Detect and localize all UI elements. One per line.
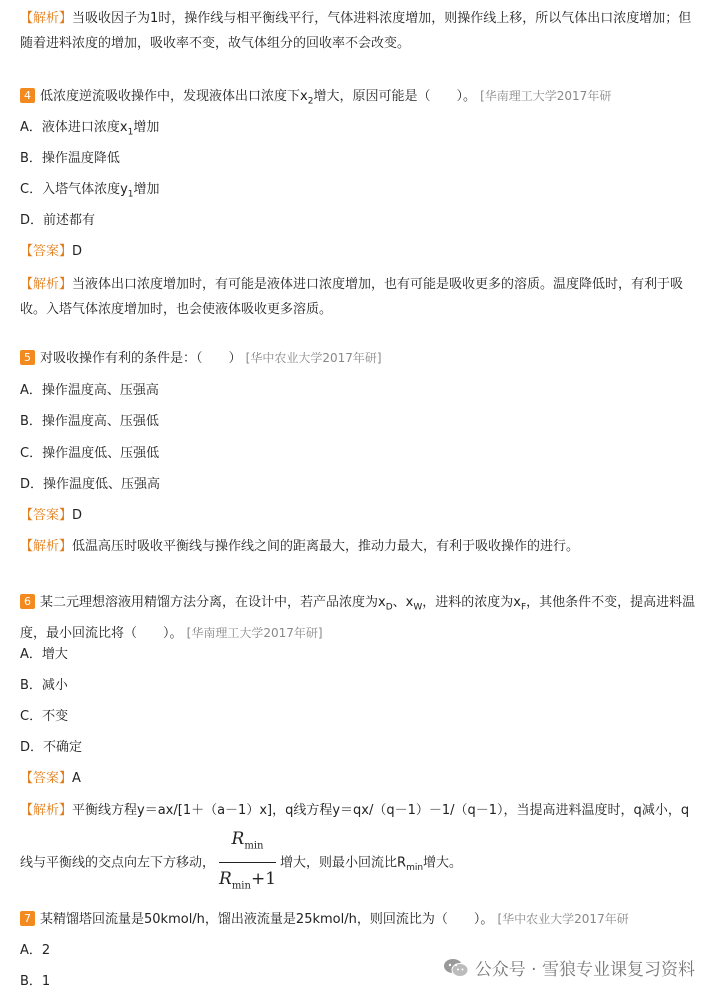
question-number-badge: 6 (20, 594, 35, 609)
analysis-paragraph (20, 534, 700, 559)
question-source: [华南理工大学2017年研 (480, 89, 612, 103)
option-b: B．1 (20, 974, 51, 989)
question-number-badge: 7 (20, 911, 35, 926)
answer-value: A (72, 771, 81, 786)
fraction-numerator (219, 825, 276, 863)
option-a: A．操作温度高、压强高 (20, 383, 159, 398)
option-text: 增加 (133, 120, 160, 135)
option-c: C．操作温度低、压强低 (20, 446, 160, 461)
fraction-denominator (219, 863, 276, 900)
answer-line (20, 766, 700, 791)
question-6-stem (20, 590, 700, 646)
analysis-label: 【解析】 (20, 277, 73, 292)
question-number-badge: 4 (20, 88, 35, 103)
stem-text: ，其他条件不变，提高进料温度，最小回流比将（ ）。 (20, 595, 696, 641)
subscript: 1 (127, 127, 134, 138)
analysis-text: 增大。 (423, 855, 463, 871)
question-number-badge: 5 (20, 350, 35, 365)
formula-symbol: +1 (250, 869, 277, 890)
analysis-text: 增大，则最小回流比R (280, 855, 407, 871)
analysis-paragraph (20, 272, 700, 322)
answer-value: D (72, 244, 83, 259)
stem-text: 低浓度逆流吸收操作中，发现液体出口浓度下x (40, 89, 308, 104)
subscript: F (520, 602, 527, 613)
stem-text: ，进料的浓度为x (422, 595, 521, 610)
subscript: min (244, 840, 264, 852)
option-text: A．液体进口浓度x (20, 120, 128, 135)
option-b: B．减小 (20, 678, 68, 693)
formula-symbol: R (219, 869, 232, 890)
subscript: W (413, 602, 423, 613)
analysis-paragraph (20, 797, 700, 901)
subscript: min (231, 880, 251, 892)
answer-label: 【答案】 (20, 508, 73, 523)
analysis-text: 当吸收因子为1时，操作线与相平衡线平行，气体进料浓度增加，则操作线上移，所以气体出口浓度增加；但随着进料浓度的增加，吸收率不变，故气体组分的回收率不会改变。 (20, 11, 692, 51)
option-d: D．不确定 (20, 740, 83, 755)
option-a (20, 115, 700, 146)
option-a: A．2 (20, 943, 51, 958)
analysis-label: 【解析】 (20, 539, 73, 554)
option-c (20, 177, 700, 208)
option-c: C．不变 (20, 709, 69, 724)
option-b: B．操作温度降低 (20, 151, 120, 166)
answer-label: 【答案】 (20, 771, 73, 786)
question-source: [华中农业大学2017年研] (245, 351, 382, 365)
question-source: [华中农业大学2017年研 (497, 912, 629, 926)
subscript: 2 (307, 96, 314, 107)
question-7-stem (20, 907, 700, 932)
analysis-paragraph (20, 6, 700, 56)
watermark-text: 公众号 · 雪狼专业课复习资料 (474, 960, 695, 980)
wechat-icon (443, 958, 469, 978)
option-d: D．前述都有 (20, 213, 96, 228)
watermark (443, 955, 695, 980)
subscript: D (385, 602, 393, 613)
question-4-stem (20, 84, 700, 115)
answer-line (20, 239, 700, 264)
answer-line (20, 503, 700, 528)
option-b: B．操作温度高、压强低 (20, 414, 159, 429)
question-5-stem (20, 346, 700, 371)
analysis-label: 【解析】 (20, 803, 73, 818)
stem-text: 增大，原因可能是（ ）。 (313, 89, 476, 104)
stem-text: 对吸收操作有利的条件是：（ ） (40, 351, 242, 366)
option-d: D．操作温度低、压强高 (20, 477, 161, 492)
option-text: C．入塔气体浓度y (20, 182, 128, 197)
stem-text: 某二元理想溶液用精馏方法分离，在设计中，若产品浓度为x (40, 595, 386, 610)
answer-value: D (72, 508, 83, 523)
stem-text: 某精馏塔回流量是50kmol/h，馏出液流量是25kmol/h，则回流比为（ ）。 (40, 912, 494, 927)
answer-label: 【答案】 (20, 244, 73, 259)
stem-text: 、x (392, 595, 414, 610)
formula-symbol: R (231, 829, 245, 849)
option-text: 增加 (133, 182, 160, 197)
analysis-text: 低温高压时吸收平衡线与操作线之间的距离最大，推动力最大，有利于吸收操作的进行。 (72, 539, 580, 554)
fraction-formula (219, 825, 276, 901)
analysis-text: 当液体出口浓度增加时，有可能是液体进口浓度增加，也有可能是吸收更多的溶质。温度降低时，有利于吸收。入塔气体浓度增加时，也会使液体吸收更多溶质。 (20, 277, 684, 317)
subscript: 1 (127, 189, 134, 200)
subscript: min (406, 862, 424, 873)
question-source: [华南理工大学2017年研] (186, 625, 323, 640)
analysis-text: 平衡线方程y＝ax/[1＋（a－1）x]，q线方程y＝qx/（q－1）－1/（q－1），当提高进料温度时，q减小，q线与平衡线的交点向左下方移动， (20, 803, 690, 871)
option-a: A．增大 (20, 647, 68, 662)
analysis-label: 【解析】 (20, 11, 73, 26)
